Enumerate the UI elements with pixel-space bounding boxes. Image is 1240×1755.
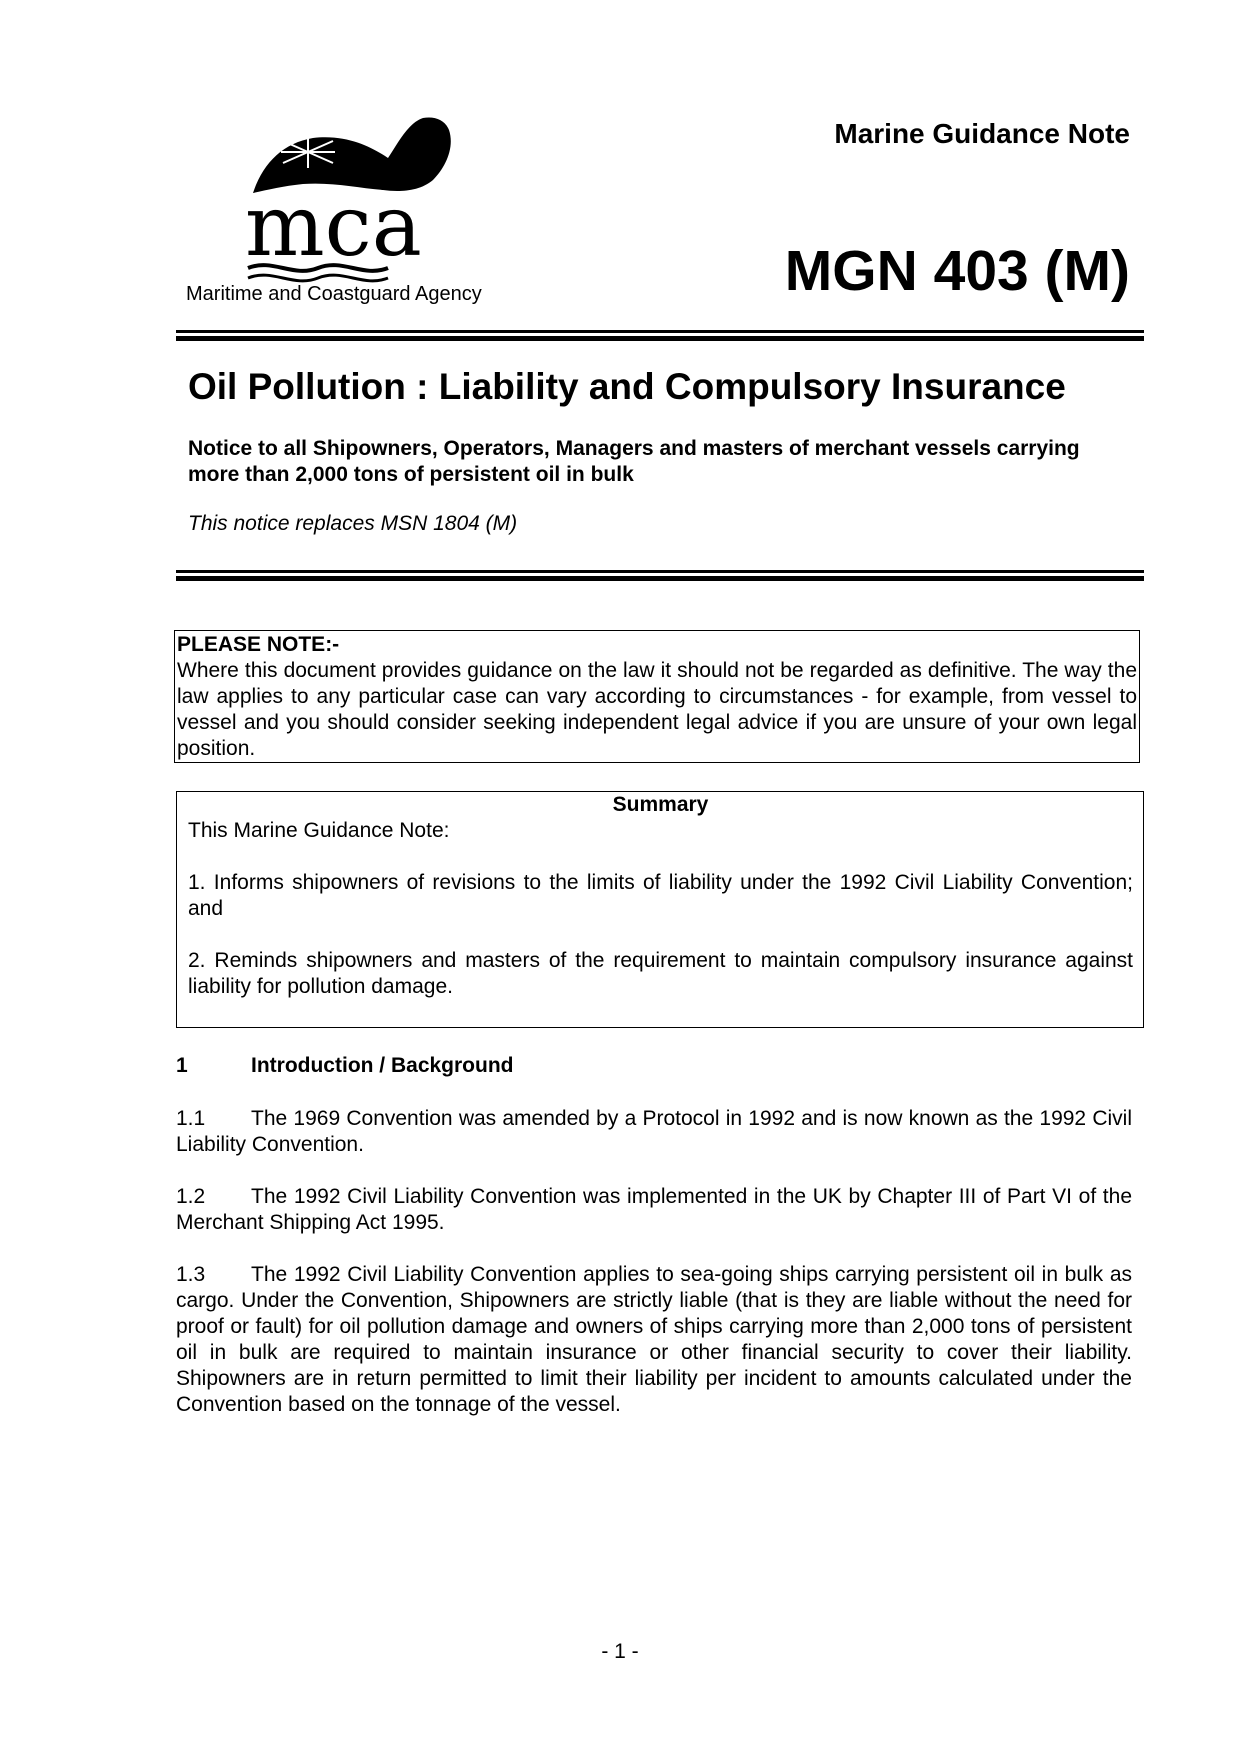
summary-heading: Summary (612, 793, 709, 816)
summary-item: 2. Reminds shipowners and masters of the requirement to maintain compulsory insurance against liability for pollution damage. (188, 949, 1133, 998)
document-number: MGN 403 (M) (784, 239, 1130, 303)
header-rule (176, 330, 1144, 341)
replaces-note: This notice replaces MSN 1804 (M) (188, 512, 518, 535)
paragraph-text: The 1992 Civil Liability Convention was implemented in the UK by Chapter III of Part VI of the Merchant Shipping Act 1995. (176, 1185, 1132, 1234)
paragraph-text: The 1969 Convention was amended by a Protocol in 1992 and is now known as the 1992 Civil Liability Convention. (176, 1107, 1132, 1156)
section-number: 1 (176, 1054, 188, 1077)
section-heading (176, 1054, 514, 1078)
mca-logo (183, 108, 533, 308)
agency-name: Maritime and Coastguard Agency (186, 283, 482, 305)
please-note-heading: PLEASE NOTE:- (177, 633, 340, 656)
section-title: Introduction / Background (251, 1054, 514, 1077)
document-type: Marine Guidance Note (834, 118, 1130, 149)
paragraph-text: The 1992 Civil Liability Convention applies to sea-going ships carrying persistent oil in bulk as cargo. Under the Convention, Shipowners are strictly liable (that is they are liable without the need for proof or fault) for oil pollution damage and owners of ships carrying more than 2,000 tons of persistent oil in bulk are required to maintain insurance or other financial security to cover their liability. Shipowners are in return permitted to limit their liability per incident to amounts calculated under the Convention based on the tonnage of the vessel. (176, 1263, 1132, 1416)
paragraph-1-3 (176, 1262, 1132, 1418)
page-title: Oil Pollution : Liability and Compulsory Insurance (188, 366, 1066, 407)
summary-item: 1. Informs shipowners of revisions to the limits of liability under the 1992 Civil Liability Convention; and (188, 871, 1133, 920)
summary-box (176, 791, 1144, 1028)
paragraph-number: 1.3 (176, 1263, 206, 1286)
paragraph-number: 1.1 (176, 1107, 206, 1130)
title-rule (176, 570, 1144, 581)
paragraph-1-2 (176, 1184, 1132, 1236)
summary-intro: This Marine Guidance Note: (188, 819, 450, 842)
paragraph-number: 1.2 (176, 1185, 206, 1208)
please-note-box (174, 630, 1140, 763)
paragraph-1-1 (176, 1106, 1132, 1158)
notice-audience: Notice to all Shipowners, Operators, Managers and masters of merchant vessels carrying more than 2,000 tons of persistent oil in bulk (188, 437, 1080, 486)
logo-letters: mca (245, 177, 422, 275)
please-note-body: Where this document provides guidance on the law it should not be regarded as definitive. The way the law applies to any particular case can vary according to circumstances - for example, from vessel to vessel and you should consider seeking independent legal advice if you are unsure of your own legal position. (177, 659, 1137, 760)
page-number: - 1 - (601, 1640, 639, 1663)
